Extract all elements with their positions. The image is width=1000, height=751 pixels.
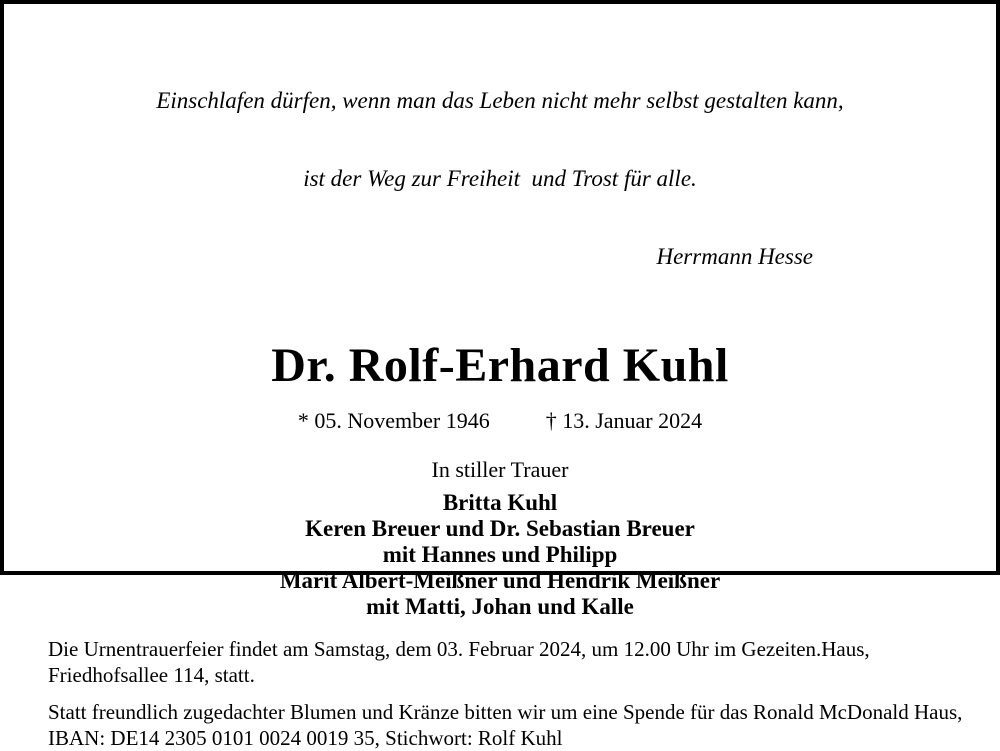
mourner-line: Keren Breuer und Dr. Sebastian Breuer: [305, 516, 695, 541]
mourner-line: Marit Albert-Meißner und Hendrik Meißner: [279, 568, 721, 593]
mourning-intro: In stiller Trauer: [431, 457, 569, 482]
donation-info-line: Statt freundlich zugedachter Blumen und Kränze bitten wir um eine Spende für das Ronald McDonald Haus,: [48, 700, 963, 724]
mourner-line: Britta Kuhl: [442, 490, 558, 515]
quote-line: ist der Weg zur Freiheit und Trost für alle.: [303, 166, 697, 191]
mourners-list: [4, 490, 996, 620]
mourner-line: mit Hannes und Philipp: [382, 542, 618, 567]
funeral-info-line: Die Urnentrauerfeier findet am Samstag, dem 03. Februar 2024, um 12.00 Uhr im Gezeiten.Haus,: [48, 637, 870, 661]
deceased-name: Dr. Rolf-Erhard Kuhl: [271, 339, 729, 392]
donation-info-line: IBAN: DE14 2305 0101 0024 0019 35, Stichwort: Rolf Kuhl: [48, 726, 563, 750]
death-date: † 13. Januar 2024: [545, 408, 703, 433]
funeral-info-line: Friedhofsallee 114, statt.: [48, 663, 255, 687]
life-dates: [4, 408, 996, 434]
quote-line: Einschlafen dürfen, wenn man das Leben nicht mehr selbst gestalten kann,: [156, 88, 844, 113]
birth-date: * 05. November 1946: [297, 408, 490, 433]
quote-block: [4, 36, 996, 322]
quote-attribution: Herrmann Hesse: [656, 244, 813, 269]
funeral-info: [4, 636, 996, 688]
donation-info: [4, 699, 996, 751]
mourner-line: mit Matti, Johan und Kalle: [366, 594, 634, 619]
